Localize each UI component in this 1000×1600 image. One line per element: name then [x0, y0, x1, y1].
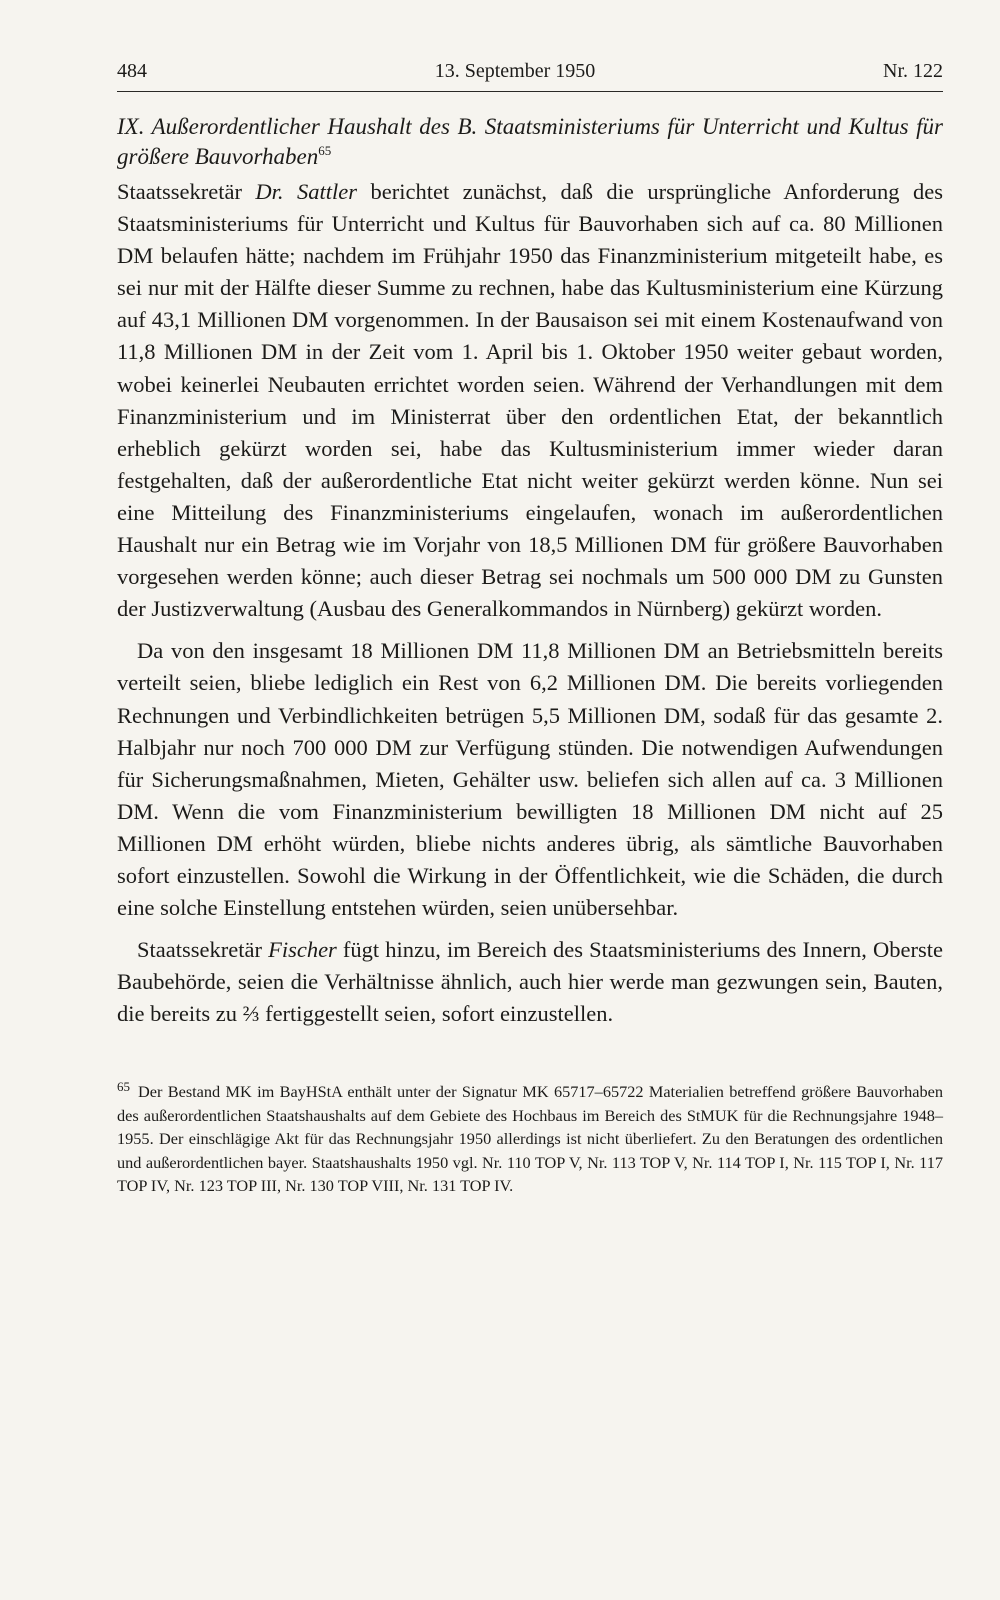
running-head — [117, 60, 943, 92]
paragraph-prefix: Staatssekretär — [117, 179, 256, 204]
paragraph-prefix: Staatssekretär — [137, 937, 269, 963]
paragraph-sattler — [117, 176, 943, 625]
paragraph-text: Da von den insgesamt 18 Millionen DM 11,8 Millionen DM an Betriebsmitteln bereits verteilt seien, bliebe lediglich ein Rest von 6,2 Millionen DM. Die bereits vorliegenden Rechnungen und Verbindlichkeiten betrügen 5,5 Millionen DM, sodaß für das gesamte 2. Halbjahr nur noch 700 000 DM zur Verfügung stünden. Die notwendigen Aufwendungen für Sicherungsmaßnahmen, Mieten, Gehälter usw. beliefen sich allen auf ca. 3 Millionen DM. Wenn die vom Finanzministerium bewilligten 18 Millionen DM nicht auf 25 Millionen DM erhöht würden, bliebe nichts anderes übrig, als sämtliche Bauvorhaben sofort einzustellen. Sowohl die Wirkung in der Öffentlichkeit, wie die Schäden, die durch eine solche Einstellung entstehen würden, seien unübersehbar. — [117, 638, 943, 921]
paragraph-text: fügt hinzu, im Bereich des Staatsministeriums des Innern, Oberste Baubehörde, seien die Verhältnisse ähnlich, auch hier werde man gezwungen sein, Bauten, die bereits zu ⅔ fertiggestellt seien, sofort einzustellen. — [117, 937, 943, 1027]
paragraph-fischer — [117, 934, 943, 1030]
paragraph-budget — [117, 635, 943, 924]
issue-number: Nr. 122 — [883, 60, 943, 82]
page-number: 484 — [117, 60, 147, 82]
header-date: 13. September 1950 — [434, 60, 596, 82]
footnote-number: 65 — [117, 1079, 130, 1095]
section-heading-text: IX. Außerordentlicher Haushalt des B. Staatsministeriums für Unterricht und Kultus für größere Bauvorhaben — [117, 114, 943, 169]
paragraph-text: berichtet zunächst, daß die ursprüngliche Anforderung des Staatsministeriums für Unterricht und Kultus für Bauvorhaben sich auf ca. 80 Millionen DM belaufen hätte; nachdem im Frühjahr 1950 das Finanzministerium mitgeteilt habe, es sei nur mit der Hälfte dieser Summe zu rechnen, habe das Kultusministerium eine Kürzung auf 43,1 Millionen DM vorgenommen. In der Bausaison sei mit einem Kostenaufwand von 11,8 Millionen DM in der Zeit vom 1. April bis 1. Oktober 1950 weiter gebaut worden, wobei keinerlei Neubauten errichtet worden seien. Während der Verhandlungen mit dem Finanzministerium und im Ministerrat über den ordentlichen Etat, der bekanntlich erheblich gekürzt worden sei, habe das Kultusministerium immer wieder daran festgehalten, daß der außerordentliche Etat nicht weiter gekürzt werden könne. Nun sei eine Mitteilung des Finanzministeriums eingelaufen, wonach im außerordentlichen Haushalt nur ein Betrag wie im Vorjahr von 18,5 Millionen DM für größere Bauvorhaben vorgesehen werden könne; auch dieser Betrag sei nochmals um 500 000 DM zu Gunsten der Justizverwaltung (Ausbau des Generalkommandos in Nürnberg) gekürzt worden. — [117, 179, 943, 622]
section-heading — [117, 112, 943, 172]
document-page — [117, 60, 943, 1197]
body-text — [117, 176, 943, 1030]
speaker-name: Fischer — [268, 937, 337, 963]
footnote — [117, 1080, 943, 1197]
speaker-name: Dr. Sattler — [255, 179, 358, 204]
footnote-reference: 65 — [318, 143, 332, 158]
footnote-text: Der Bestand MK im BayHStA enthält unter der Signatur MK 65717–65722 Materialien betreffend größere Bauvorhaben des außerordentlichen Staatshaushalts auf dem Gebiete des Hochbaus im Bereich des StMUK für die Rechnungsjahre 1948–1955. Der einschlägige Akt für das Rechnungsjahr 1950 allerdings ist nicht überliefert. Zu den Beratungen des ordentlichen und außerordentlichen bayer. Staatshaushalts 1950 vgl. Nr. 110 TOP V, Nr. 113 TOP V, Nr. 114 TOP I, Nr. 115 TOP I, Nr. 117 TOP IV, Nr. 123 TOP III, Nr. 130 TOP VIII, Nr. 131 TOP IV. — [117, 1082, 943, 1196]
